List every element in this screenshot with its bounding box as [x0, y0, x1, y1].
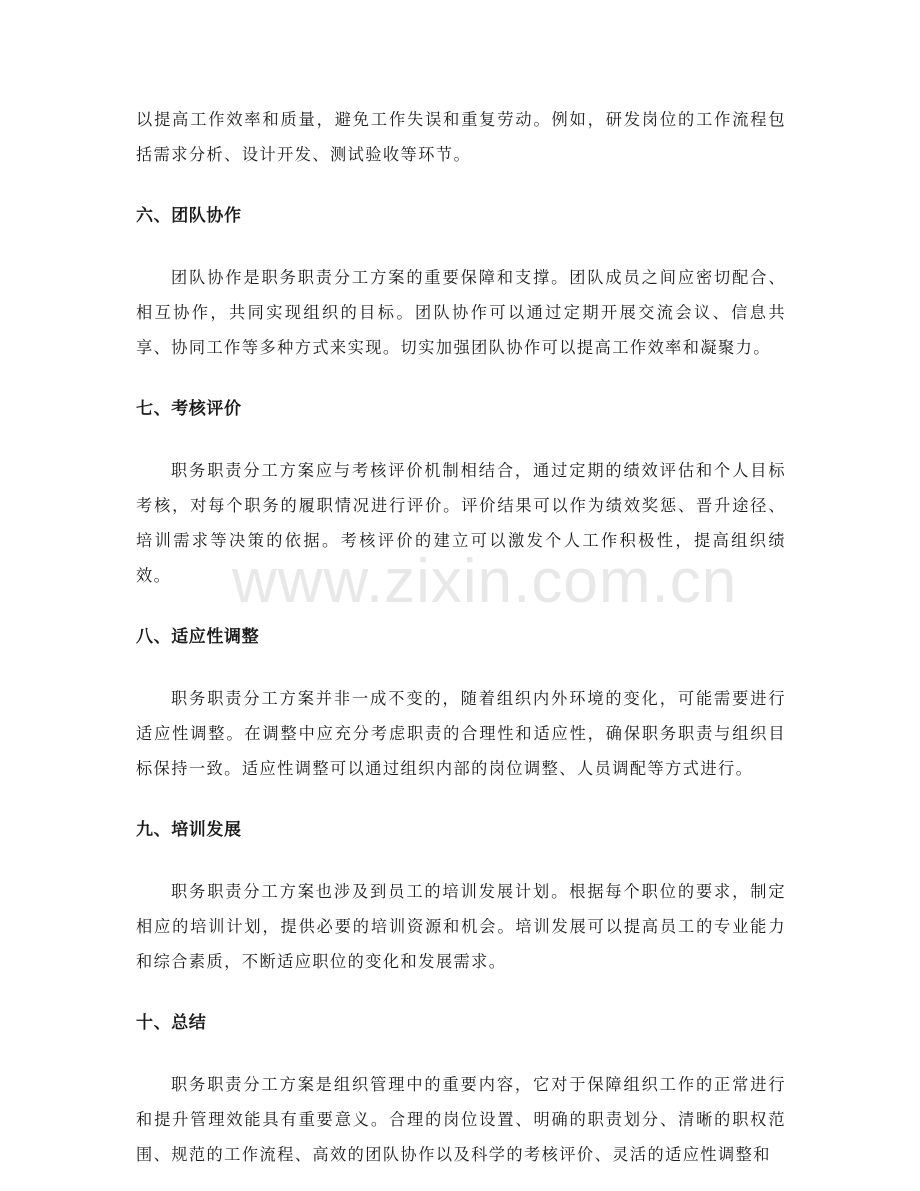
document-body: [136, 102, 786, 1172]
section-heading-adaptive-adjustment: 八、适应性调整: [136, 627, 260, 647]
section-heading-assessment: 七、考核评价: [136, 399, 242, 419]
section-paragraph-assessment: 职务职责分工方案应与考核评价机制相结合，通过定期的绩效评估和个人目标考核，对每个职务的履职情况进行评价。评价结果可以作为绩效奖惩、晋升途径、培训需求等决策的依据。考核评价的建立可以激发个人工作积极性，提高组织绩效。: [136, 461, 786, 585]
section-paragraph-team-collaboration: 团队协作是职务职责分工方案的重要保障和支撑。团队成员之间应密切配合、相互协作，共同实现组织的目标。团队协作可以通过定期开展交流会议、信息共享、协同工作等多种方式来实现。切实加强团队协作可以提高工作效率和凝聚力。: [136, 268, 786, 357]
intro-paragraph: 以提高工作效率和质量，避免工作失误和重复劳动。例如，研发岗位的工作流程包括需求分析、设计开发、测试验收等环节。: [136, 110, 786, 164]
section-paragraph-training: 职务职责分工方案也涉及到员工的培训发展计划。根据每个职位的要求，制定相应的培训计划，提供必要的培训资源和机会。培训发展可以提高员工的专业能力和综合素质，不断适应职位的变化和发展需求。: [136, 882, 786, 971]
section-heading-team-collaboration: 六、团队协作: [136, 206, 242, 226]
section-paragraph-adaptive-adjustment: 职务职责分工方案并非一成不变的，随着组织内外环境的变化，可能需要进行适应性调整。在调整中应充分考虑职责的合理性和适应性，确保职务职责与组织目标保持一致。适应性调整可以通过组织内部的岗位调整、人员调配等方式进行。: [136, 689, 786, 778]
section-heading-training: 九、培训发展: [136, 820, 242, 840]
watermark: www.zixin.com.cn: [232, 547, 738, 616]
section-heading-summary: 十、总结: [136, 1013, 207, 1033]
section-paragraph-summary: 职务职责分工方案是组织管理中的重要内容，它对于保障组织工作的正常进行和提升管理效能具有重要意义。合理的岗位设置、明确的职责划分、清晰的职权范围、规范的工作流程、高效的团队协作以及科学的考核评价、灵活的适应性调整和: [136, 1075, 786, 1164]
